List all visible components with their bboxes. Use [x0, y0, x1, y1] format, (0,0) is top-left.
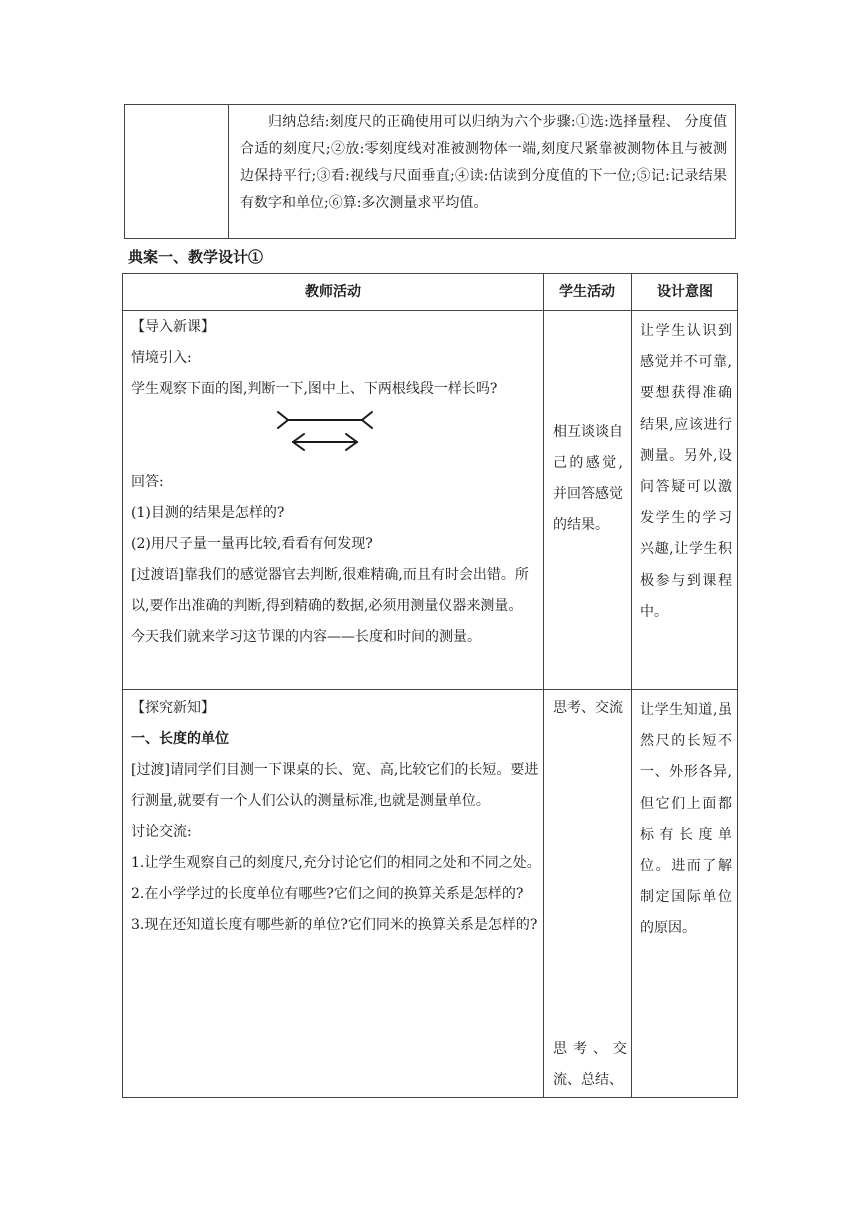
explore-item-3: 3.现在还知道长度有哪些新的单位?它们同米的换算关系是怎样的?: [131, 917, 538, 933]
intro-heading: 【导入新课】: [131, 319, 215, 335]
intro-question: 学生观察下面的图,判断一下,图中上、下两根线段一样长吗?: [131, 381, 498, 397]
upper-right-fin: [362, 420, 372, 428]
row-divider: [123, 689, 737, 690]
intro-scenario: 情境引入:: [131, 350, 192, 366]
teacher-activity-explore: [131, 693, 541, 941]
intro-transition: [过渡语]靠我们的感觉器官去判断,很难精确,而且有时会出错。所以,要作出准确的判断,得到精确的数据,必须用测量仪器来测量。: [131, 567, 529, 614]
header-student-activity: 学生活动: [559, 284, 615, 300]
intro-question-1: (1)目测的结果是怎样的?: [131, 505, 285, 521]
student-activity-explore-a: 思考、交流: [553, 700, 623, 716]
explore-discussion-label: 讨论交流:: [131, 824, 192, 840]
explore-item-1: 1.让学生观察自己的刻度尺,充分讨论它们的相同之处和不同之处。: [131, 855, 541, 871]
intro-topic: 今天我们就来学习这节课的内容——长度和时间的测量。: [131, 629, 481, 645]
teacher-activity-intro: [131, 312, 541, 653]
upper-left-fin: [278, 412, 288, 420]
intro-question-2: (2)用尺子量一量再比较,看看有何发现?: [131, 536, 373, 552]
student-activity-explore-b: 思考、交流、总结、: [553, 1041, 627, 1088]
header-design-intent: 设计意图: [657, 284, 713, 300]
intro-answer-label: 回答:: [131, 474, 164, 490]
summary-text: 归纳总结:刻度尺的正确使用可以归纳为六个步骤:①选:选择量程、 分度值合适的刻度尺;②放:零刻度线对准被测物体一端,刻度尺紧靠被测物体且与被测边保持平行;③看:视线与尺面垂直;④读:估读到分度值的下一位;⑤记:记录结果有数字和单位;⑥算:多次测量求平均值。: [240, 114, 727, 211]
summary-table: [124, 104, 736, 239]
explore-transition: [过渡]请同学们目测一下课桌的长、宽、高,比较它们的长短。要进行测量,就要有一个人们公认的测量标准,也就是测量单位。: [131, 762, 539, 809]
explore-item-2: 2.在小学学过的长度单位有哪些?它们之间的换算关系是怎样的?: [131, 886, 524, 902]
lower-left-arrow: [293, 442, 304, 450]
lower-left-arrow: [293, 434, 304, 442]
column-divider: [631, 274, 632, 1097]
upper-left-fin: [278, 420, 288, 428]
row-divider: [123, 310, 737, 311]
upper-right-fin: [362, 412, 372, 420]
explore-subheading: 一、长度的单位: [131, 731, 229, 747]
design-intent-intro: 让学生认识到感觉并不可靠,要想获得准确结果,应该进行测量。另外,设问答疑可以激发学生的学习兴趣,让学生积极参与到课程中。: [640, 323, 732, 620]
muller-lyer-illusion-figure: [275, 408, 375, 452]
student-activity-intro: 相互谈谈自己的感觉,并回答感觉的结果。: [553, 424, 623, 533]
explore-heading: 【探究新知】: [131, 700, 215, 716]
lower-right-arrow: [346, 434, 357, 442]
summary-empty-cell: [125, 105, 229, 238]
column-divider: [543, 274, 544, 1097]
design-intent-explore: 让学生知道,虽然尺的长短不一、外形各异,但它们上面都标有长度单位。进而了解制定国际单位的原因。: [640, 702, 732, 937]
lesson-design-table: [122, 273, 738, 1098]
lower-right-arrow: [346, 442, 357, 450]
section-title: 典案一、教学设计①: [128, 248, 264, 266]
header-teacher-activity: 教师活动: [305, 284, 361, 300]
